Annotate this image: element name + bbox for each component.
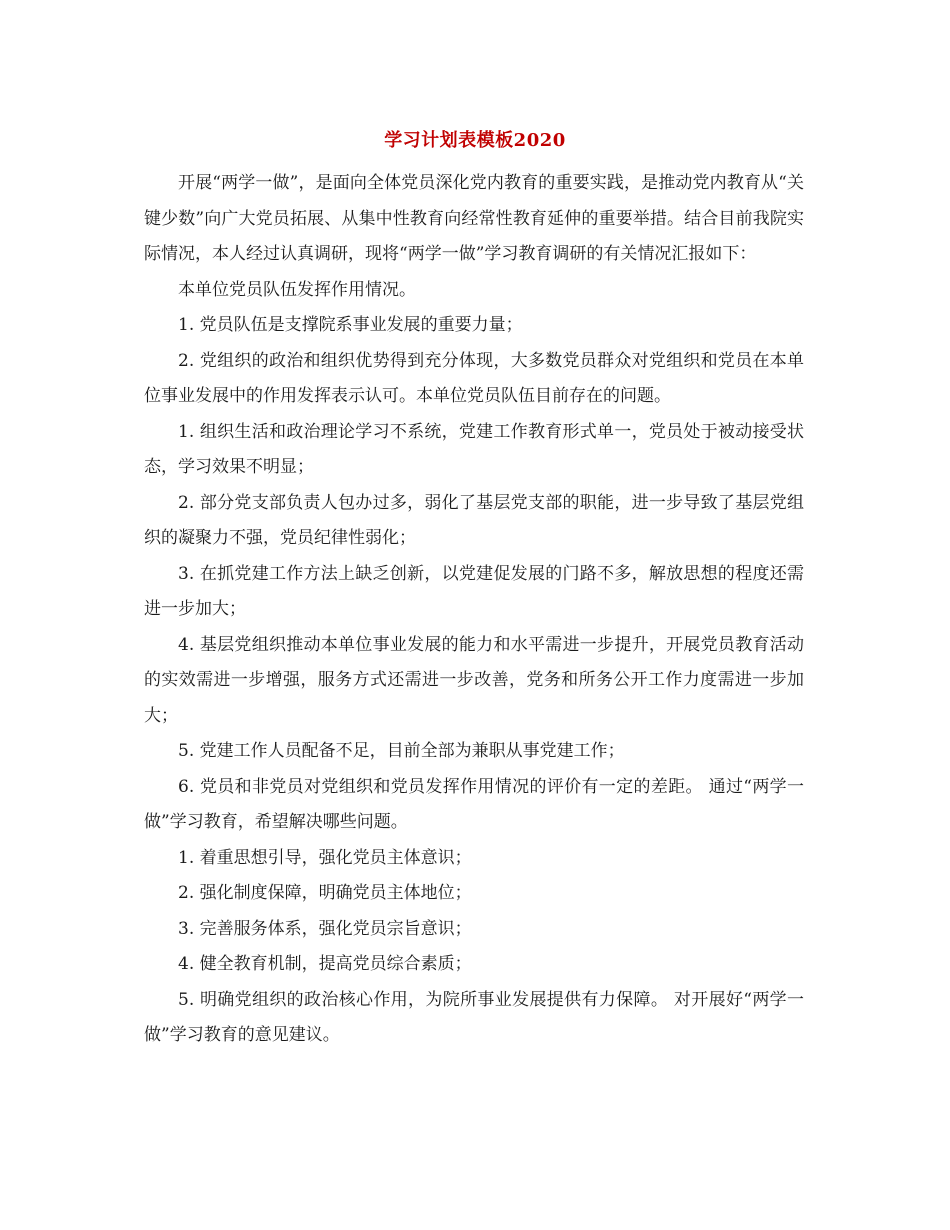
- document-title: 学习计划表模板2020: [384, 130, 566, 151]
- paragraph: 1. 着重思想引导，强化党员主体意识；: [178, 847, 472, 868]
- paragraph: 5. 党建工作人员配备不足，目前全部为兼职从事党建工作；: [178, 741, 625, 761]
- paragraph: 3. 完善服务体系，强化党员宗旨意识；: [178, 918, 472, 939]
- paragraph: 2. 党组织的政治和组织优势得到充分体现，大多数党员群众对党组织和党员在本单位事业发展中的作用发挥表示认可。本单位党员队伍目前存在的问题。: [144, 350, 804, 406]
- paragraph: 开展“两学一做”，是面向全体党员深化党内教育的重要实践，是推动党内教育从“关键少数”向广大党员拓展、从集中性教育向经常性教育延伸的重要举措。结合目前我院实际情况，本人经过认真调研，现将“两学一做”学习教育调研的有关情况汇报如下：: [144, 173, 804, 264]
- paragraph: 4. 健全教育机制，提高党员综合素质；: [178, 954, 472, 974]
- paragraph: 1. 组织生活和政治理论学习不系统，党建工作教育形式单一，党员处于被动接受状态，学习效果不明显；: [144, 421, 804, 477]
- document-body: [144, 166, 804, 1054]
- paragraph: 2. 强化制度保障，明确党员主体地位；: [178, 883, 472, 903]
- paragraph: 本单位党员队伍发挥作用情况。: [178, 279, 416, 300]
- paragraph: 5. 明确党组织的政治核心作用，为院所事业发展提供有力保障。 对开展好“两学一做”学习教育的意见建议。: [144, 989, 804, 1045]
- paragraph: 4. 基层党组织推动本单位事业发展的能力和水平需进一步提升，开展党员教育活动的实效需进一步增强，服务方式还需进一步改善，党务和所务公开工作力度需进一步加大；: [144, 634, 804, 726]
- paragraph: 3. 在抓党建工作方法上缺乏创新，以党建促发展的门路不多，解放思想的程度还需进一步加大；: [144, 563, 804, 619]
- paragraph: 6. 党员和非党员对党组织和党员发挥作用情况的评价有一定的差距。 通过“两学一做”学习教育，希望解决哪些问题。: [144, 776, 804, 832]
- paragraph: 1. 党员队伍是支撑院系事业发展的重要力量；: [178, 315, 523, 335]
- paragraph: 2. 部分党支部负责人包办过多，弱化了基层党支部的职能，进一步导致了基层党组织的凝聚力不强，党员纪律性弱化；: [144, 492, 804, 548]
